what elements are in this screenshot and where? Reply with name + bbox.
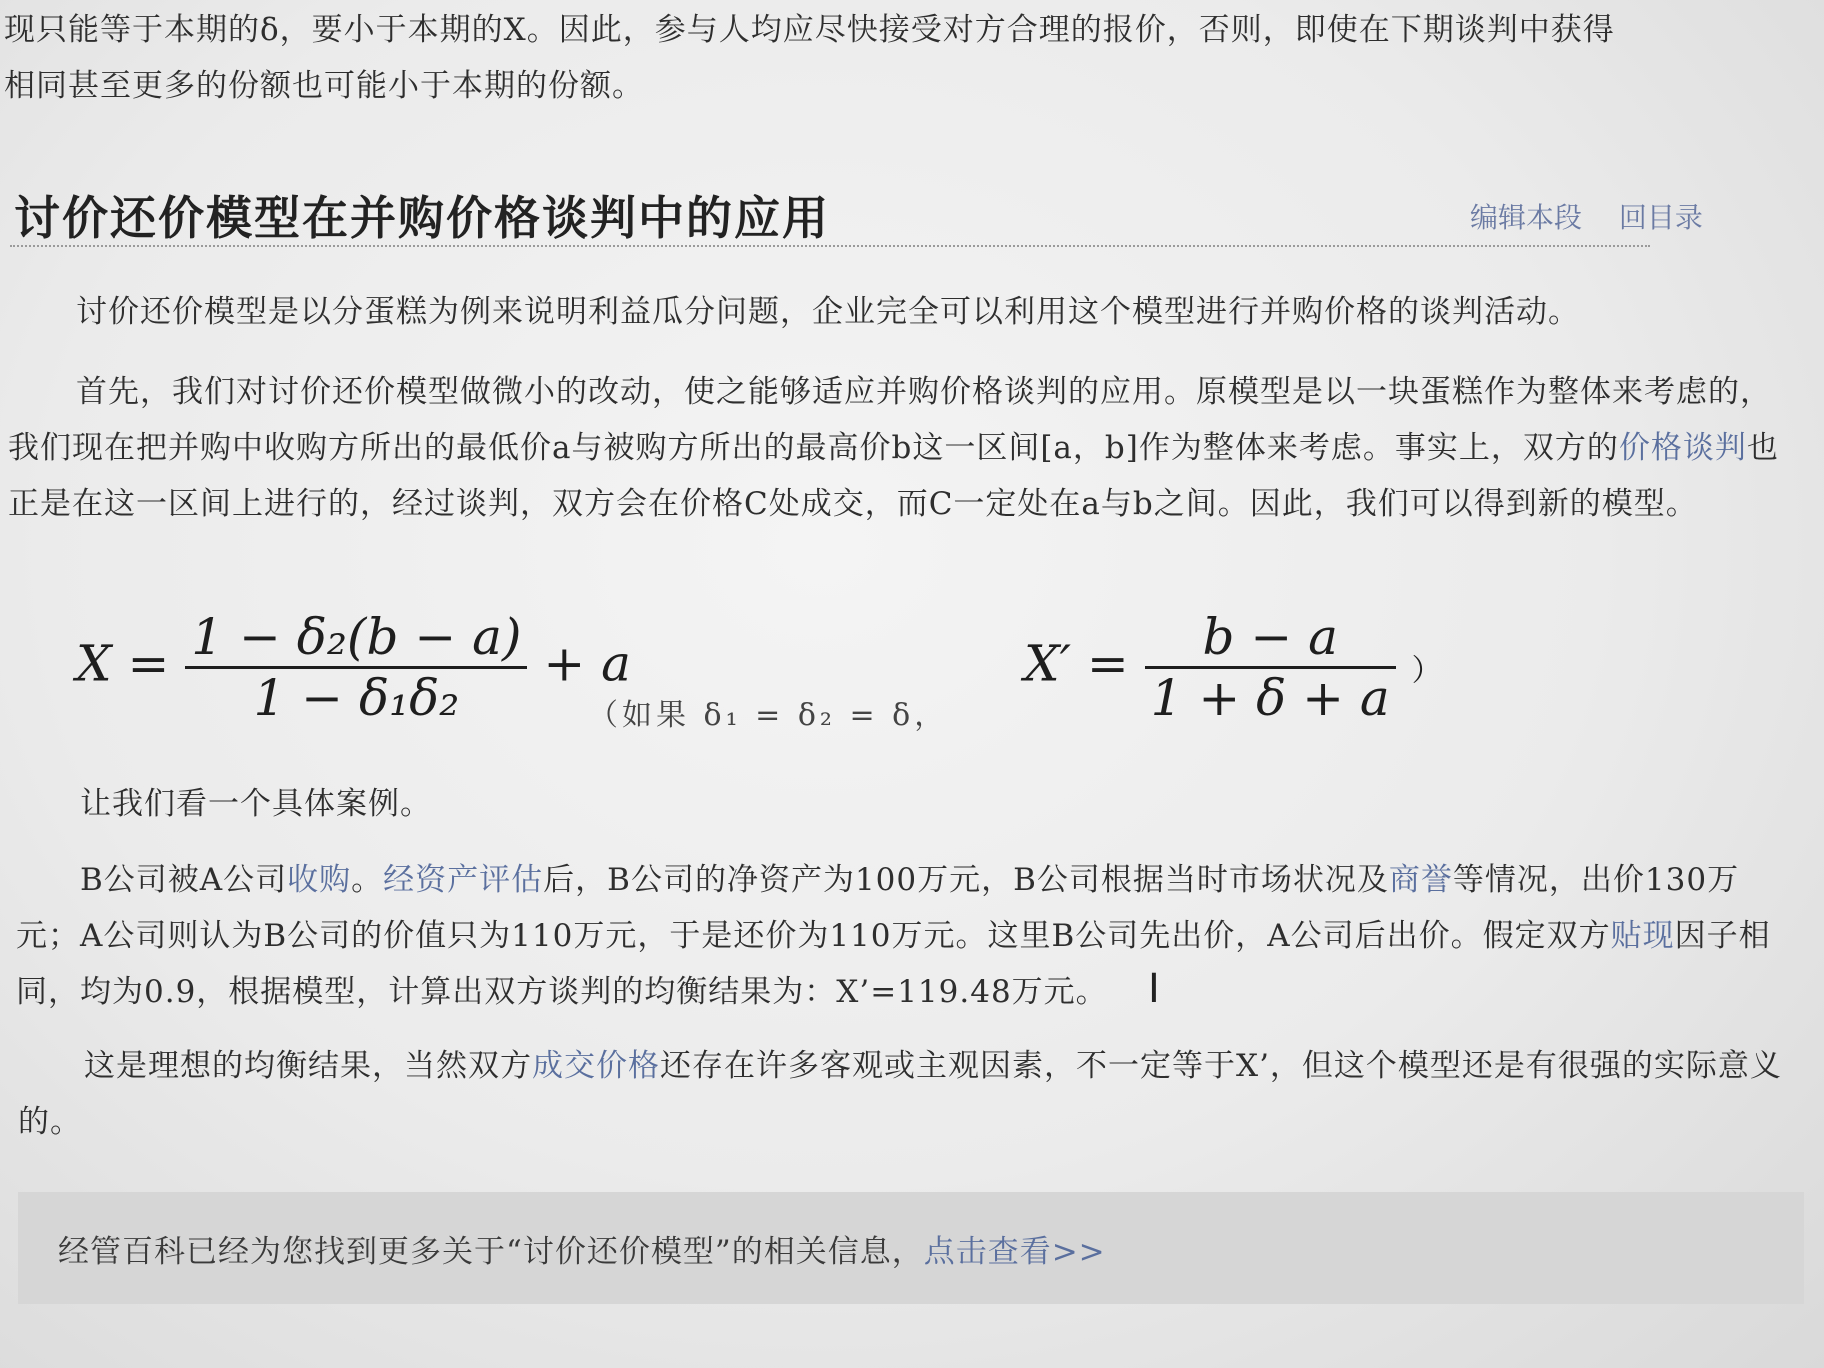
related-info-message: 经管百科已经为您找到更多关于“讨价还价模型”的相关信息， xyxy=(58,1234,924,1270)
paragraph-intro: 讨价还价模型是以分蛋糕为例来说明利益瓜分问题，企业完全可以利用这个模型进行并购价格的谈判活动。 xyxy=(76,294,1580,330)
paragraph-text: 这是理想的均衡结果，当然双方 xyxy=(84,1048,532,1084)
paragraph-text: 。 xyxy=(351,862,384,898)
formula-fraction xyxy=(1145,608,1396,727)
back-to-toc-link[interactable]: 回目录 xyxy=(1618,201,1703,234)
formula-lhs: X = xyxy=(76,634,170,693)
link-acquisition[interactable]: 收购 xyxy=(287,862,352,898)
link-transaction-price[interactable]: 成交价格 xyxy=(532,1048,660,1084)
paragraph-conclusion xyxy=(18,1038,1788,1150)
formula-numerator: 1 − δ₂(b − a) xyxy=(191,608,522,666)
formula-numerator: b − a xyxy=(1202,608,1338,666)
paragraph-text: 后，B公司的净资产为100万元，B公司根据当时市场状况及 xyxy=(543,862,1389,898)
link-price-negotiation[interactable]: 价格谈判 xyxy=(1618,430,1747,466)
top-fragment-line1: 现只能等于本期的δ，要小于本期的X。因此，参与人均应尽快接受对方合理的报价，否则，即使在下期谈判中获得 xyxy=(4,12,1615,48)
formula-condition: （如果 δ₁ = δ₂ = δ， xyxy=(588,698,949,733)
view-more-link[interactable]: 点击查看>> xyxy=(923,1234,1106,1270)
paragraph-text: 因子相同，均为0.9，根据模型，计算出双方谈判的均衡结果为：X’=119.48万元。 xyxy=(16,918,1771,1010)
link-discount[interactable]: 贴现 xyxy=(1610,918,1675,954)
section-divider xyxy=(10,245,1650,247)
formula-simplified xyxy=(1024,608,1442,727)
paragraph-case-intro: 让我们看一个具体案例。 xyxy=(80,786,432,822)
paragraph-text: B公司被A公司 xyxy=(80,862,288,898)
formula-fraction xyxy=(185,608,527,727)
related-info-text xyxy=(58,1226,1106,1271)
paragraph-text: 等情况，出价130万元；A公司则认为B公司的价值只为110万元，于是还价为110万元。这里B公司先出价，A公司后出价。假定双方 xyxy=(16,862,1740,954)
formula-close-paren: ） xyxy=(1411,653,1442,689)
formula-lhs: X′ = xyxy=(1024,634,1129,693)
formula-tail: + a xyxy=(543,634,631,693)
link-goodwill[interactable]: 商誉 xyxy=(1388,862,1453,898)
section-title: 讨价还价模型在并购价格谈判中的应用 xyxy=(14,191,830,245)
formula-bargaining xyxy=(76,608,631,727)
paragraph-text: 还存在许多客观或主观因素，不一定等于X’，但这个模型还是有很强的实际意义的。 xyxy=(18,1048,1782,1140)
formula-denominator: 1 − δ₁δ₂ xyxy=(253,669,460,727)
section-links xyxy=(1470,196,1731,236)
text-cursor-icon: I xyxy=(1148,966,1160,1012)
top-fragment-line2: 相同甚至更多的份额也可能小于本期的份额。 xyxy=(4,68,644,104)
link-asset-appraisal[interactable]: 经资产评估 xyxy=(383,862,544,898)
edit-section-link[interactable]: 编辑本段 xyxy=(1470,201,1583,234)
paragraph-text: 也正是在这一区间上进行的，经过谈判，双方会在价格C处成交，而C一定处在a与b之间。因此，我们可以得到新的模型。 xyxy=(8,430,1779,522)
related-info-box xyxy=(18,1192,1804,1304)
paragraph-text: 首先，我们对讨价还价模型做微小的改动，使之能够适应并购价格谈判的应用。原模型是以一块蛋糕作为整体来考虑的，我们现在把并购中收购方所出的最低价a与被购方所出的最高价b这一区间[a，b]作为整体来考虑。事实上，双方的 xyxy=(8,374,1772,466)
paragraph-model-adjustment xyxy=(8,364,1788,532)
formula-denominator: 1 + δ + a xyxy=(1150,669,1390,727)
paragraph-case xyxy=(16,852,1786,1020)
